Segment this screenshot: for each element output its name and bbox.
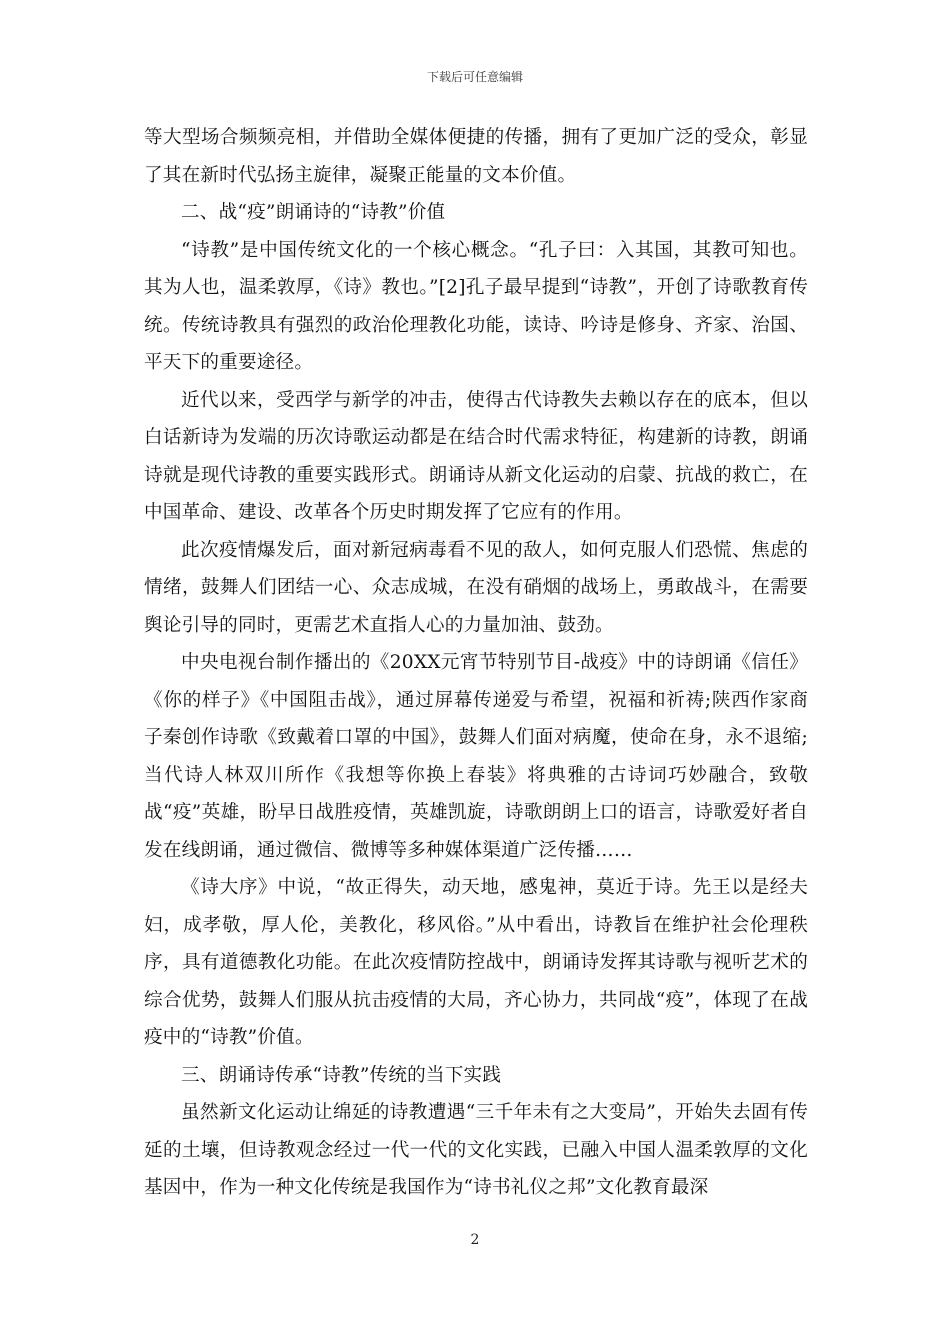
paragraph-epidemic: 此次疫情爆发后，面对新冠病毒看不见的敌人，如何克服人们恐慌、焦虑的情绪，鼓舞人们团结一心、众志成城，在没有硝烟的战场上，勇敢战斗，在需要舆论引导的同时，更需艺术直指人心的力量加油、鼓劲。 <box>144 539 808 636</box>
paragraph-shidaxu: 《诗大序》中说，“故正得失，动天地，感鬼神，莫近于诗。先王以是经夫妇，成孝敬，厚人伦，美教化，移风俗。”从中看出，诗教旨在维护社会伦理秩序，具有道德教化功能。在此次疫情防控战中，朗诵诗发挥其诗歌与视听艺术的综合优势，鼓舞人们服从抗击疫情的大局，齐心协力，共同战“疫”，体现了在战疫中的“诗教”价值。 <box>144 877 808 1048</box>
paragraph-cctv-examples: 中央电视台制作播出的《20XX元宵节特别节目-战疫》中的诗朗诵《信任》《你的样子》《中国阻击战》，通过屏幕传递爱与希望，祝福和祈祷;陕西作家商子秦创作诗歌《致戴着口罩的中国》，鼓舞人们面对病魔，使命在身，永不退缩;当代诗人林双川所作《我想等你换上春装》将典雅的古诗词巧妙融合，致敬战“疫”英雄，盼早日战胜疫情，英雄凯旋，诗歌朗朗上口的语言，诗歌爱好者自发在线朗诵，通过微信、微博等多种媒体渠道广泛传播…… <box>144 652 808 861</box>
page-header: 下载后可任意编辑 <box>426 70 523 84</box>
paragraph-modern-history: 近代以来，受西学与新学的冲击，使得古代诗教失去赖以存在的底本，但以白话新诗为发端的历次诗歌运动都是在结合时代需求特征，构建新的诗教，朗诵诗就是现代诗教的重要实践形式。朗诵诗从新文化运动的启蒙、抗战的救亡，在中国革命、建设、改革各个历史时期发挥了它应有的作用。 <box>144 389 808 523</box>
section-heading-3: 三、朗诵诗传承“诗教”传统的当下实践 <box>181 1064 502 1086</box>
section-heading-2: 二、战“疫”朗诵诗的“诗教”价值 <box>181 202 446 223</box>
paragraph-continuation: 等大型场合频频亮相，并借助全媒体便捷的传播，拥有了更加广泛的受众，彰显了其在新时代弘扬主旋律，凝聚正能量的文本价值。 <box>144 127 808 186</box>
paragraph-shijiao-concept: “诗教”是中国传统文化的一个核心概念。“孔子曰：入其国，其教可知也。其为人也，温柔敦厚，《诗》教也。”[2]孔子最早提到“诗教”，开创了诗歌教育传统。传统诗教具有强烈的政治伦理教化功能，读诗、吟诗是修身、齐家、治国、平天下的重要途径。 <box>144 239 808 373</box>
document-body <box>144 119 808 1207</box>
page-number: 2 <box>470 1232 480 1248</box>
paragraph-new-culture: 虽然新文化运动让绵延的诗教遭遇“三千年未有之大变局”，开始失去固有传延的土壤，但诗教观念经过一代一代的文化实践，已融入中国人温柔敦厚的文化基因中，作为一种文化传统是我国作为“诗书礼仪之邦”文化教育最深 <box>144 1102 808 1198</box>
